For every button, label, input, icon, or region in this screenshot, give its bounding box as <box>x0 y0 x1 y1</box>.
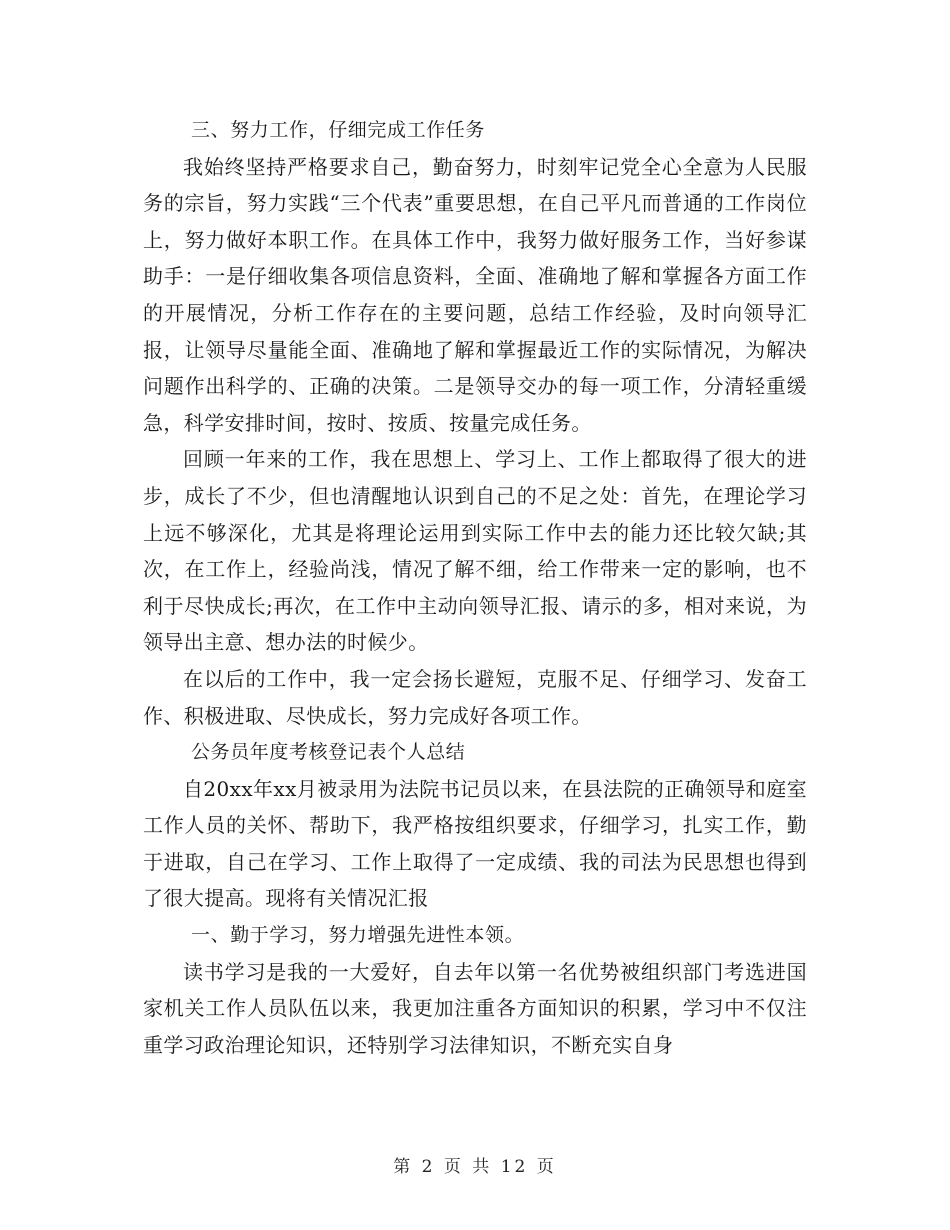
section-heading-study: 一、勤于学习，努力增强先进性本领。 <box>191 924 525 947</box>
paragraph-future-work: 在以后的工作中，我一定会扬长避短，克服不足、仔细学习、发奋工作、积极进取、尽快成长，努力完成好各项工作。 <box>143 666 807 728</box>
paragraph-review-shortcomings: 回顾一年来的工作，我在思想上、学习上、工作上都取得了很大的进步，成长了不少，但也清醒地认识到自己的不足之处：首先，在理论学习上远不够深化，尤其是将理论运用到实际工作中去的能力还比较欠缺;其次，在工作上，经验尚浅，情况了解不细，给工作带来一定的影响，也不利于尽快成长;再次，在工作中主动向领导汇报、请示的多，相对来说，为领导出主意、想办法的时候少。 <box>143 447 807 655</box>
paragraph-reading-study: 读书学习是我的一大爱好，自去年以第一名优势被组织部门考选进国家机关工作人员队伍以来，我更加注重各方面知识的积累，学习中不仅注重学习政治理论知识，还特别学习法律知识，不断充实自身 <box>143 959 807 1057</box>
paragraph-court-clerk-intro: 自20xx年xx月被录用为法院书记员以来，在县法院的正确领导和庭室工作人员的关怀、帮助下，我严格按组织要求，仔细学习，扎实工作，勤于进取，自己在学习、工作上取得了一定成绩、我的司法为民思想也得到了很大提高。现将有关情况汇报 <box>143 776 807 911</box>
page-number-footer: 第 2 页 共 12 页 <box>393 1157 557 1177</box>
section-heading-annual-summary: 公务员年度考核登记表个人总结 <box>191 741 466 764</box>
document-body <box>143 112 807 1063</box>
paragraph-service-work: 我始终坚持严格要求自己，勤奋努力，时刻牢记党全心全意为人民服务的宗旨，努力实践“三个代表”重要思想，在自己平凡而普通的工作岗位上，努力做好本职工作。在具体工作中，我努力做好服务工作，当好参谋助手：一是仔细收集各项信息资料，全面、准确地了解和掌握各方面工作的开展情况，分析工作存在的主要问题，总结工作经验，及时向领导汇报，让领导尽量能全面、准确地了解和掌握最近工作的实际情况，为解决问题作出科学的、正确的决策。二是领导交办的每一项工作，分清轻重缓急，科学安排时间，按时、按质、按量完成任务。 <box>143 154 807 435</box>
section-heading-work-tasks: 三、努力工作，仔细完成工作任务 <box>191 119 486 141</box>
